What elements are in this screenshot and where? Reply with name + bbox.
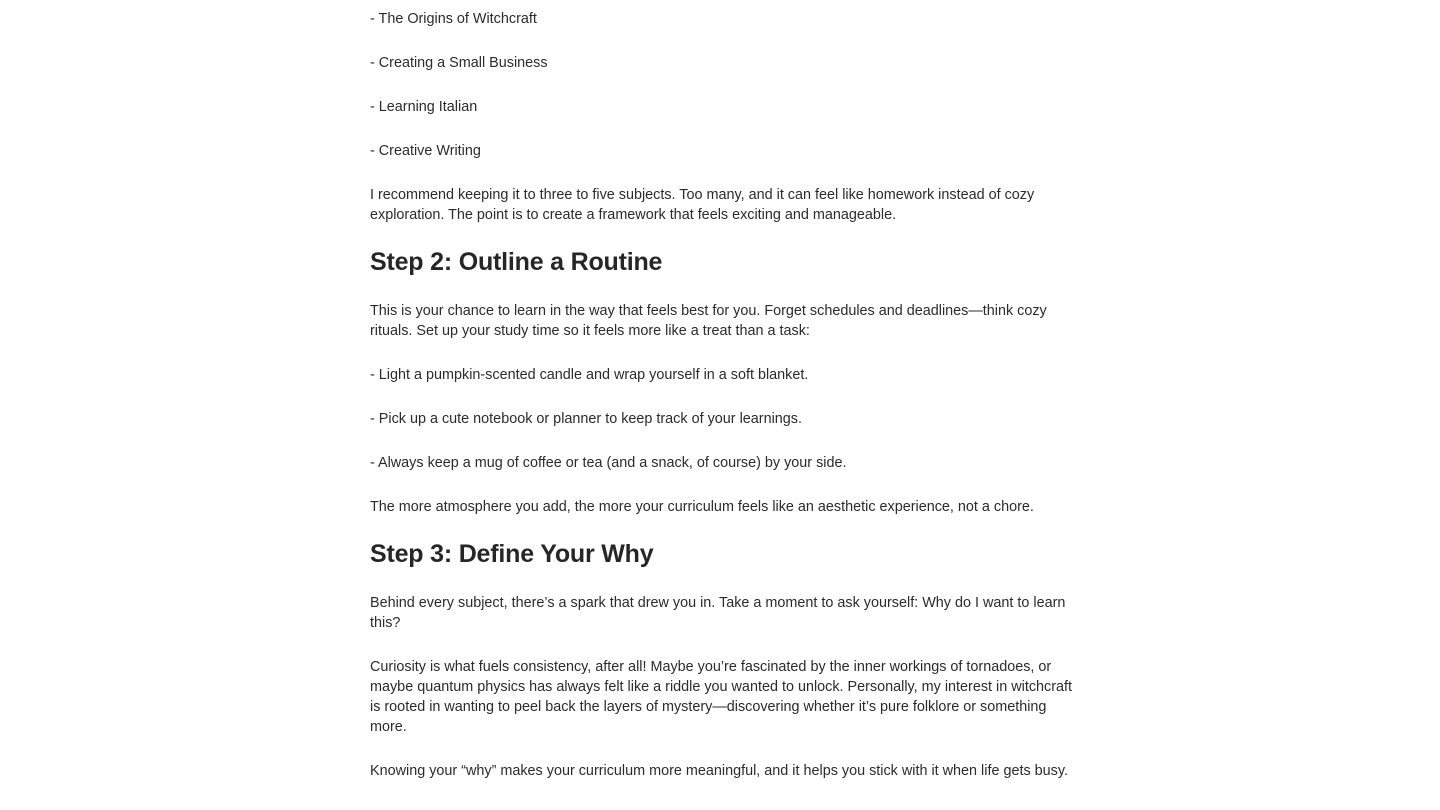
- section-heading-step-2: Step 2: Outline a Routine: [370, 248, 663, 276]
- routine-list-item: - Pick up a cute notebook or planner to keep track of your learnings.: [370, 411, 802, 427]
- subject-list-item: - Creating a Small Business: [370, 55, 548, 71]
- section-heading-step-3: Step 3: Define Your Why: [370, 540, 654, 568]
- routine-list-item: - Light a pumpkin-scented candle and wrap yourself in a soft blanket.: [370, 367, 809, 383]
- subject-list-item: - Creative Writing: [370, 143, 481, 159]
- paragraph: Knowing your “why” makes your curriculum more meaningful, and it helps you stick with it when life gets busy.: [370, 763, 1068, 779]
- paragraph: The more atmosphere you add, the more your curriculum feels like an aesthetic experience, not a chore.: [370, 499, 1034, 515]
- paragraph: Behind every subject, there’s a spark that drew you in. Take a moment to ask yourself: Why do I want to learn this?: [370, 595, 1066, 631]
- paragraph: Curiosity is what fuels consistency, after all! Maybe you’re fascinated by the inner workings of tornadoes, or maybe quantum physics has always felt like a riddle you wanted to unlock. Personally, my interest in witchcraft is rooted in wanting to peel back the layers of mystery—discovering whether it’s pure folklore or something more.: [370, 659, 1072, 735]
- subject-list-item: - Learning Italian: [370, 99, 478, 115]
- paragraph: This is your chance to learn in the way that feels best for you. Forget schedules and deadlines—think cozy rituals. Set up your study time so it feels more like a treat than a task:: [370, 303, 1047, 339]
- subject-list-item: - The Origins of Witchcraft: [370, 11, 537, 27]
- routine-list-item: - Always keep a mug of coffee or tea (and a snack, of course) by your side.: [370, 455, 847, 471]
- paragraph: I recommend keeping it to three to five subjects. Too many, and it can feel like homework instead of cozy exploration. The point is to create a framework that feels exciting and manageable.: [370, 187, 1035, 223]
